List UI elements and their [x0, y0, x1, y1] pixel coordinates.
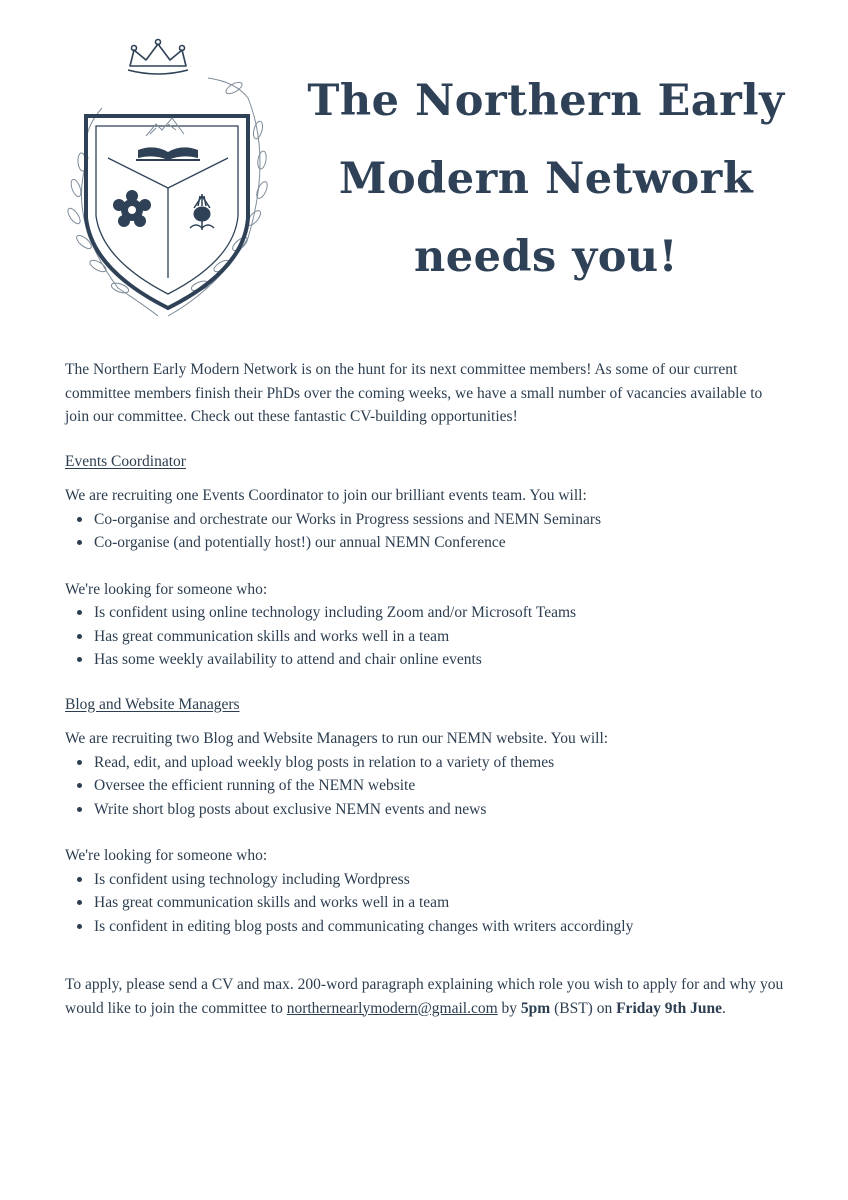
deadline-date: Friday 9th June — [616, 999, 723, 1017]
page-title — [296, 62, 796, 296]
email-link[interactable]: northernearlymodern@gmail.com — [286, 999, 498, 1017]
list-item: Is confident in editing blog posts and communicating changes with writers accordingly — [94, 915, 785, 939]
thistle-icon — [190, 194, 214, 230]
network-crest-logo — [58, 38, 280, 320]
list-item: Is confident using online technology including Zoom and/or Microsoft Teams — [94, 601, 785, 625]
events-coordinator-heading: Events Coordinator — [65, 452, 186, 470]
open-book-icon — [136, 147, 200, 161]
apply-text: To apply, please send a CV and max. 200-word paragraph explaining which role you wish to apply for and why you would like to join the committee to — [65, 976, 784, 1017]
list-item: Co-organise and orchestrate our Works in Progress sessions and NEMN Seminars — [94, 508, 785, 532]
deadline-time: 5pm — [520, 999, 551, 1017]
mountains-icon — [146, 118, 184, 136]
blog-managers-lead: We are recruiting two Blog and Website Managers to run our NEMN website. You will: — [65, 730, 609, 747]
title-line-1: The Northern Early — [307, 76, 785, 126]
blog-looking-lead: We're looking for someone who: — [65, 847, 268, 864]
list-item: Has some weekly availability to attend and chair online events — [94, 648, 785, 672]
events-duties-list — [65, 508, 785, 555]
list-item: Has great communication skills and works well in a team — [94, 625, 785, 649]
list-item: Write short blog posts about exclusive NEMN events and news — [94, 798, 785, 822]
shield-icon — [86, 116, 248, 308]
events-requirements-list — [65, 601, 785, 672]
title-line-2: Modern Network — [338, 154, 754, 204]
events-coordinator-lead: We are recruiting one Events Coordinator to join our brilliant events team. You will: — [65, 487, 587, 504]
tudor-rose-icon — [113, 190, 151, 227]
blog-duties-list — [65, 751, 785, 822]
apply-text-by: by — [497, 999, 521, 1017]
crown-icon — [128, 40, 188, 75]
title-line-3: needs you! — [413, 232, 679, 282]
list-item: Read, edit, and upload weekly blog posts in relation to a variety of themes — [94, 751, 785, 775]
events-looking-lead: We're looking for someone who: — [65, 580, 268, 598]
list-item: Is confident using technology including Wordpress — [94, 868, 785, 892]
apply-paragraph — [65, 973, 785, 1020]
list-item: Co-organise (and potentially host!) our annual NEMN Conference — [94, 531, 785, 555]
list-item: Oversee the efficient running of the NEMN website — [94, 774, 785, 798]
intro-paragraph: The Northern Early Modern Network is on the hunt for its next committee members! As some of our current committee members finish their PhDs over the coming weeks, we have a small number of vacancies available to join our committee. Check out these fantastic CV-building opportunities! — [65, 361, 763, 425]
deadline-zone: (BST) on — [550, 999, 617, 1017]
list-item: Has great communication skills and works well in a team — [94, 891, 785, 915]
document-body — [65, 358, 785, 1020]
blog-requirements-list — [65, 868, 785, 939]
apply-end: . — [722, 999, 726, 1017]
blog-managers-heading: Blog and Website Managers — [65, 695, 240, 713]
